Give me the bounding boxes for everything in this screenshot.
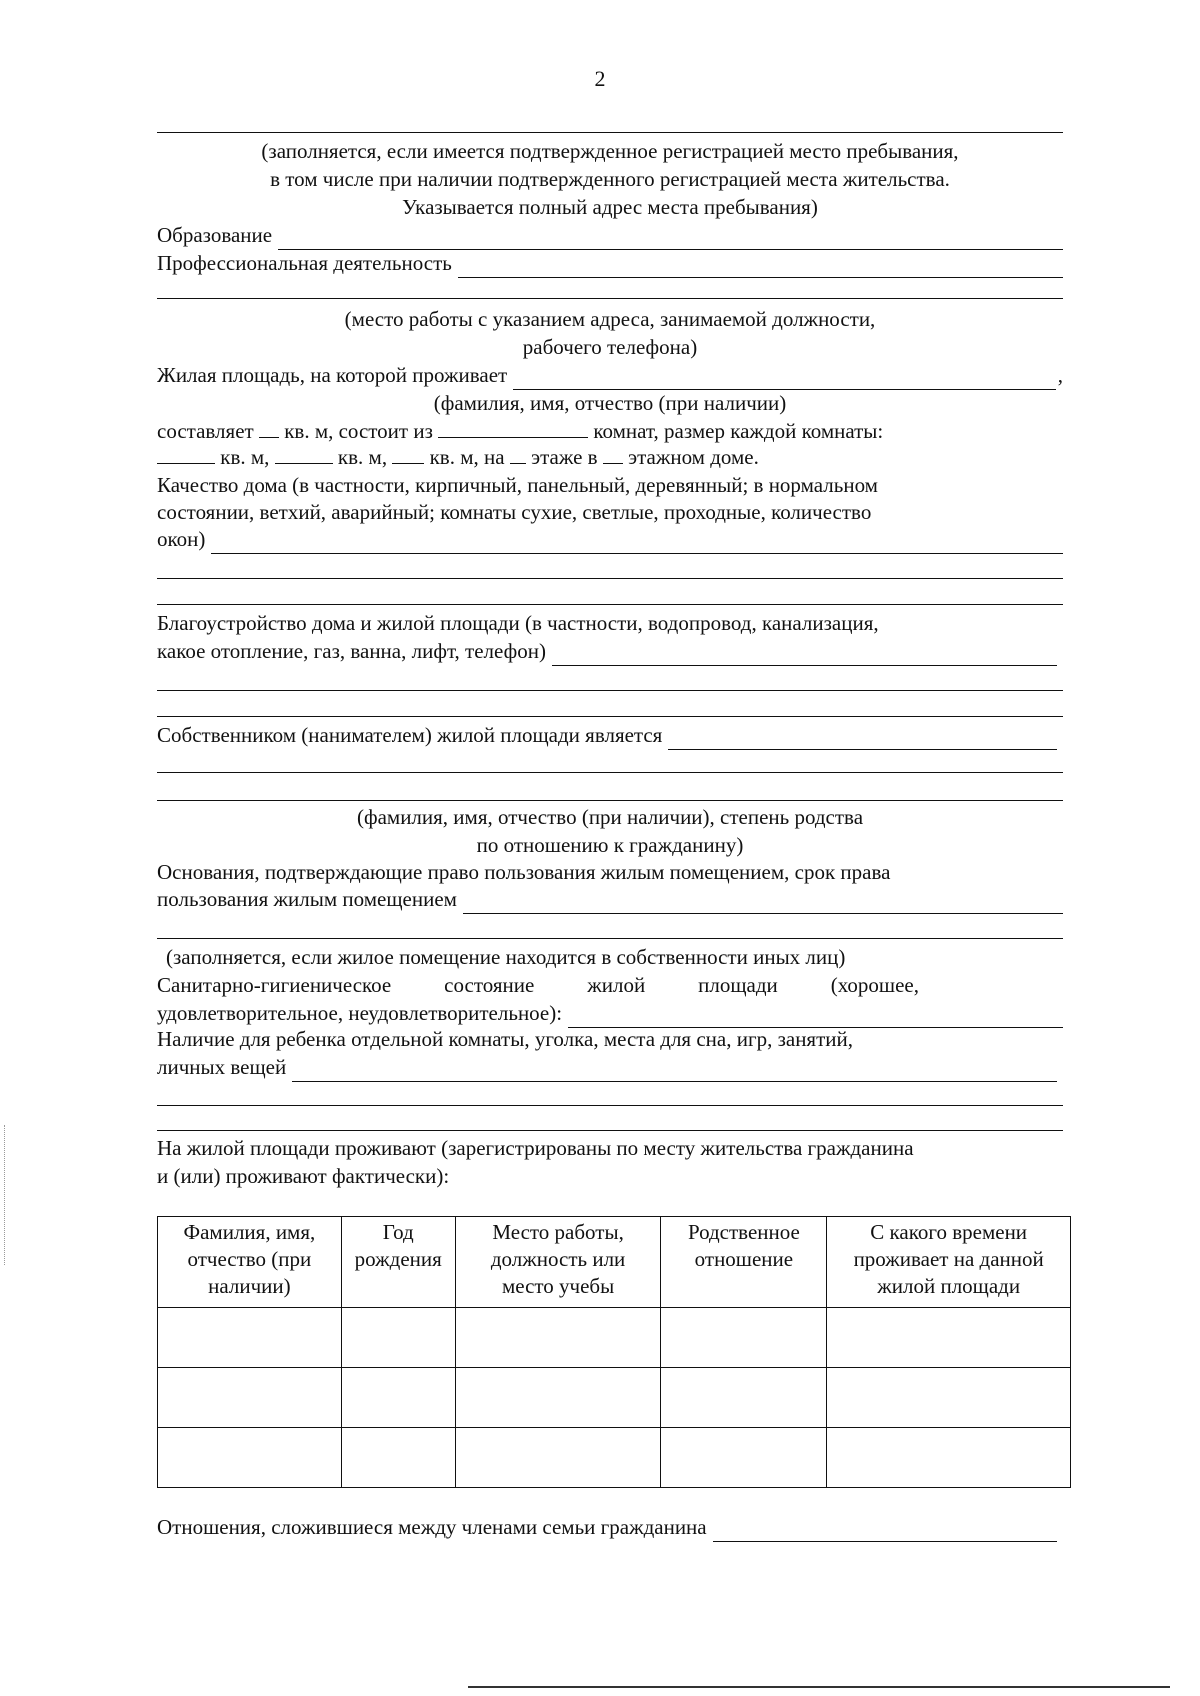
profession-continuation-blank[interactable] [157, 298, 1063, 299]
fio-note: (фамилия, имя, отчество (при наличии) [433, 391, 787, 415]
owner-note-line2: по отношению к гражданину) [476, 833, 744, 857]
amenities-blank-2[interactable] [157, 690, 1063, 691]
residents-line1: На жилой площади проживают (зарегистрированы по месту жительства гражданина [157, 1136, 914, 1160]
rooms-text-1: кв. м, [220, 445, 270, 469]
header-text: отношение [694, 1247, 794, 1271]
comma-mark: , [1057, 363, 1063, 387]
owner-blank-3[interactable] [157, 800, 1063, 801]
house-quality-line2: состоянии, ветхий, аварийный; комнаты сухие, светлые, проходные, количество [157, 500, 872, 524]
owner-label: Собственником (нанимателем) жилой площади является [157, 723, 663, 747]
house-quality-line3: окон) [157, 527, 206, 551]
grounds-blank-2[interactable] [157, 938, 1063, 939]
child-room-line1: Наличие для ребенка отдельной комнаты, уголка, места для сна, игр, занятий, [157, 1027, 853, 1051]
header-text: отчество (при [187, 1247, 312, 1271]
floor-field[interactable] [510, 445, 526, 464]
relations-row [157, 1512, 1063, 1542]
table-cell[interactable] [661, 1368, 827, 1428]
work-note-line1: (место работы с указанием адреса, занимаемой должности, [344, 307, 876, 331]
owner-blank-2[interactable] [157, 772, 1063, 773]
sanitary-word-4: площади [698, 973, 778, 997]
grounds-note: (заполняется, если жилое помещение находится в собственности иных лиц) [166, 945, 846, 969]
residents-line2: и (или) проживают фактически): [157, 1164, 450, 1188]
house-quality-row3 [157, 524, 1063, 554]
amenities-row2 [157, 636, 1063, 666]
grounds-row2 [157, 884, 1063, 914]
child-room-blank-2[interactable] [157, 1105, 1063, 1106]
table-cell[interactable] [455, 1368, 661, 1428]
scan-edge-mark [4, 1125, 5, 1265]
sanitary-word-5: (хорошее, [830, 973, 919, 997]
header-text: рождения [354, 1247, 442, 1271]
room-count-field[interactable] [438, 419, 588, 438]
room2-area-field[interactable] [275, 445, 333, 464]
relations-label: Отношения, сложившиеся между членами семьи гражданина [157, 1515, 707, 1539]
sanitary-word-3: жилой [587, 973, 646, 997]
grounds-field[interactable] [463, 891, 1063, 914]
profession-field[interactable] [458, 255, 1063, 278]
living-space-field[interactable] [513, 367, 1056, 390]
owner-note-line1: (фамилия, имя, отчество (при наличии), степень родства [356, 805, 864, 829]
header-text: Родственное [687, 1220, 800, 1244]
house-quality-blank-2[interactable] [157, 578, 1063, 579]
table-cell[interactable] [158, 1308, 342, 1368]
profession-label: Профессиональная деятельность [157, 251, 452, 275]
grounds-line2: пользования жилым помещением [157, 887, 457, 911]
sanitary-line2: удовлетворительное, неудовлетворительное): [157, 1001, 563, 1025]
residence-address-blank[interactable] [157, 132, 1063, 133]
table-cell[interactable] [455, 1428, 661, 1488]
header-workplace [455, 1217, 661, 1308]
education-row [157, 220, 1063, 250]
rooms-text-2: кв. м, [337, 445, 388, 469]
sanitary-word-1: Санитарно-гигиеническое [157, 973, 392, 997]
amenities-line2: какое отопление, газ, ванна, лифт, телефон) [157, 639, 546, 663]
table-row [158, 1308, 1071, 1368]
education-field[interactable] [278, 227, 1063, 250]
relations-field[interactable] [713, 1519, 1057, 1542]
child-room-row2 [157, 1052, 1063, 1082]
amenities-line1: Благоустройство дома и жилой площади (в частности, водопровод, канализация, [157, 611, 879, 635]
room1-area-field[interactable] [157, 445, 215, 464]
rooms-text-5: этажном доме. [628, 445, 759, 469]
owner-row [157, 720, 1063, 750]
header-text: жилой площади [877, 1274, 1021, 1298]
residence-note-line2: в том числе при наличии подтвержденного регистрацией места жительства. [270, 167, 950, 191]
table-cell[interactable] [827, 1308, 1071, 1368]
education-label: Образование [157, 223, 273, 247]
header-birth-year [341, 1217, 455, 1308]
header-text: Фамилия, имя, [183, 1220, 316, 1244]
child-room-line2: личных вещей [157, 1055, 287, 1079]
header-text: проживает на данной [853, 1247, 1044, 1271]
rooms-text-3: кв. м, на [429, 445, 505, 469]
header-text: место учебы [501, 1274, 615, 1298]
table-row [158, 1428, 1071, 1488]
amenities-blank-3[interactable] [157, 716, 1063, 717]
child-room-blank-3[interactable] [157, 1130, 1063, 1131]
residents-table [157, 1216, 1071, 1488]
table-row [158, 1368, 1071, 1428]
header-text: Место работы, [492, 1220, 624, 1244]
header-text: наличии) [208, 1274, 291, 1298]
owner-field[interactable] [668, 727, 1057, 750]
table-cell[interactable] [341, 1428, 455, 1488]
table-cell[interactable] [661, 1428, 827, 1488]
table-cell[interactable] [455, 1308, 661, 1368]
house-quality-field[interactable] [211, 531, 1063, 554]
profession-row [157, 248, 1063, 278]
sanitary-row1 [157, 970, 919, 1000]
table-cell[interactable] [158, 1428, 342, 1488]
header-text: должность или [490, 1247, 626, 1271]
rooms-text-4: этаже в [531, 445, 598, 469]
page-bottom-rule [468, 1686, 1170, 1688]
page-number: 2 [594, 66, 606, 91]
house-quality-line1: Качество дома (в частности, кирпичный, панельный, деревянный; в нормальном [157, 473, 878, 497]
area-text-1: составляет [157, 419, 254, 443]
table-header-row [158, 1217, 1071, 1308]
table-cell[interactable] [341, 1308, 455, 1368]
header-full-name [158, 1217, 342, 1308]
area-text-3: комнат, размер каждой комнаты: [593, 419, 884, 443]
room3-area-field[interactable] [392, 445, 424, 464]
total-area-field[interactable] [259, 419, 279, 438]
residence-note-line3: Указывается полный адрес места пребывания) [402, 195, 818, 219]
living-space-label: Жилая площадь, на которой проживает [157, 363, 508, 387]
child-room-field[interactable] [292, 1059, 1057, 1082]
table-cell[interactable] [158, 1368, 342, 1428]
sanitary-word-2: состояние [444, 973, 535, 997]
table-cell[interactable] [661, 1308, 827, 1368]
work-note-line2: рабочего телефона) [522, 335, 698, 359]
floors-total-field[interactable] [603, 445, 623, 464]
grounds-line1: Основания, подтверждающие право пользования жилым помещением, срок права [157, 860, 891, 884]
header-text: Год [382, 1220, 414, 1244]
header-relationship [661, 1217, 827, 1308]
rooms-row [157, 442, 1063, 472]
table-cell[interactable] [341, 1368, 455, 1428]
header-since-when [827, 1217, 1071, 1308]
house-quality-blank-3[interactable] [157, 604, 1063, 605]
residence-note-line1: (заполняется, если имеется подтвержденное регистрацией место пребывания, [261, 139, 959, 163]
living-space-row [157, 360, 1063, 390]
table-cell[interactable] [827, 1428, 1071, 1488]
header-text: С какого времени [870, 1220, 1028, 1244]
amenities-field[interactable] [552, 643, 1057, 666]
table-cell[interactable] [827, 1368, 1071, 1428]
area-text-2: кв. м, состоит из [284, 419, 433, 443]
